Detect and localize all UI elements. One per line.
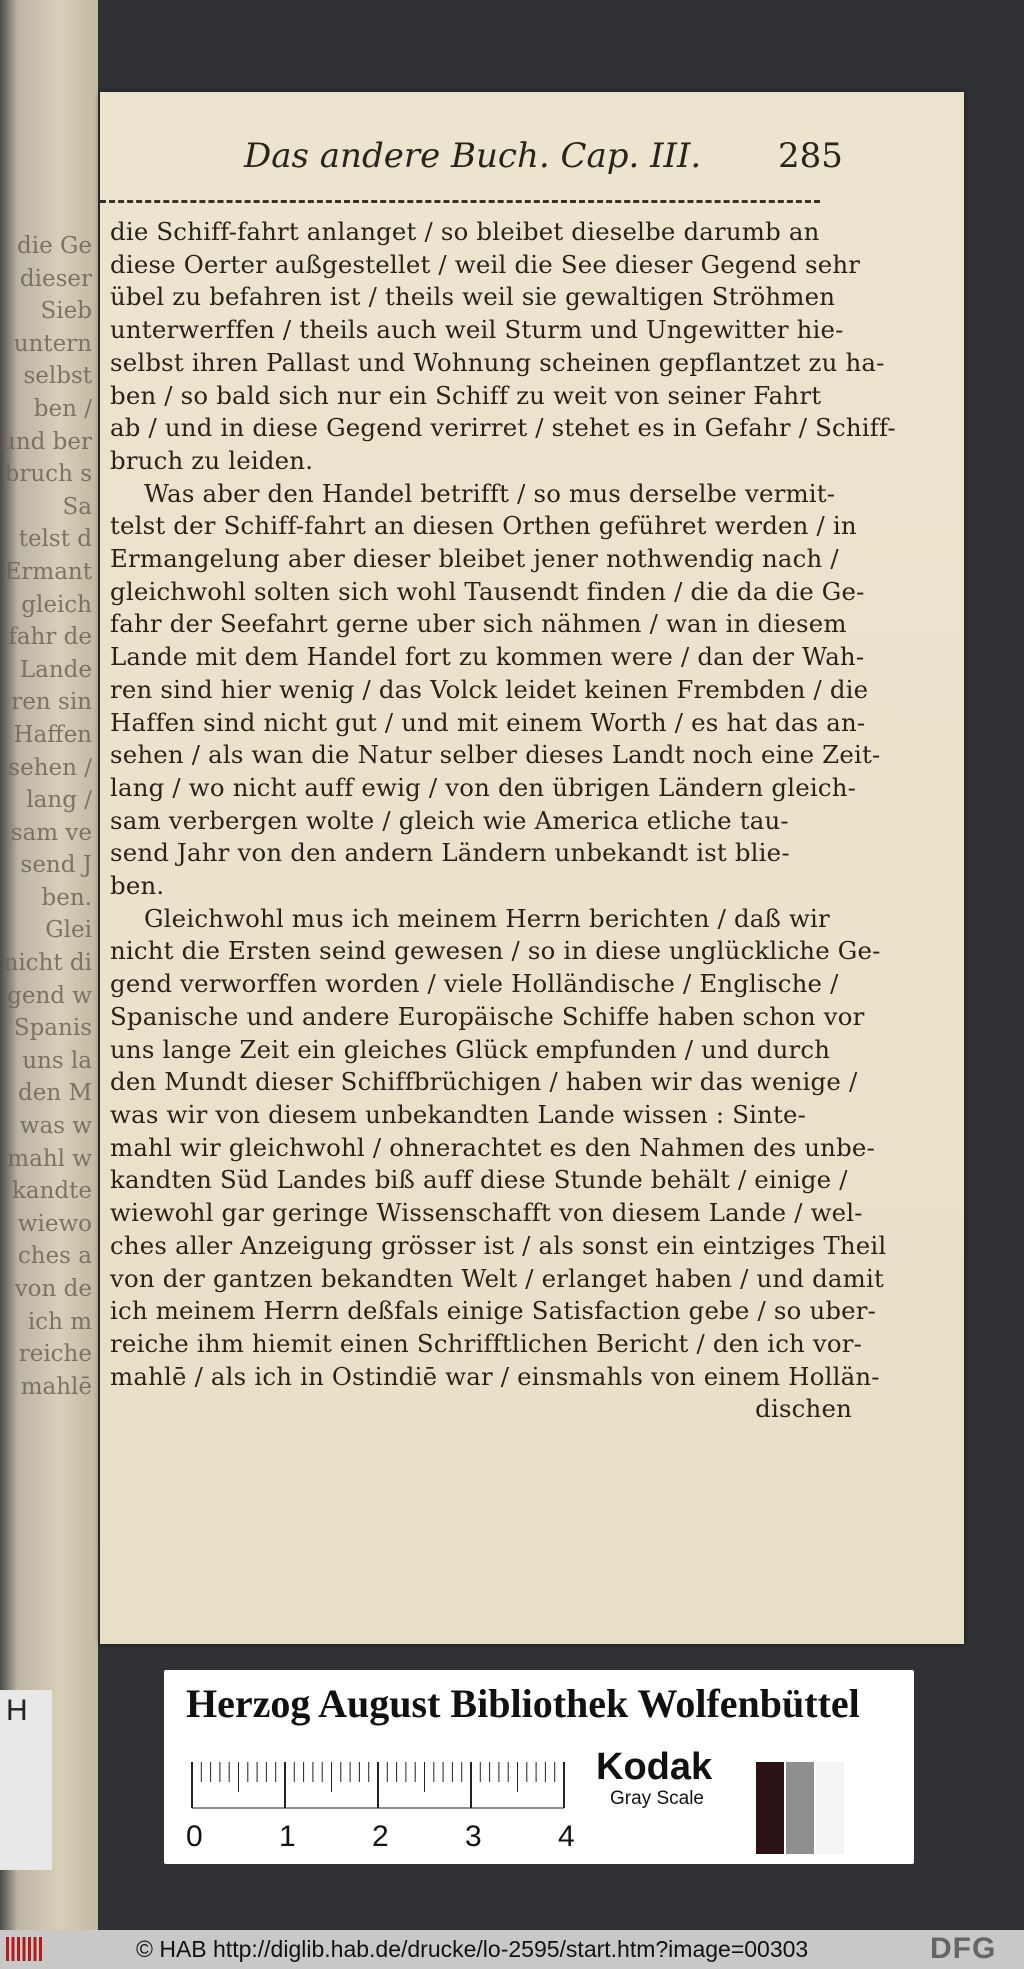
ghost-line: Haffen xyxy=(13,721,92,748)
dfg-logo: DFG xyxy=(930,1932,997,1965)
ghost-line: mahl w xyxy=(7,1145,92,1172)
left-page-bleed-text xyxy=(0,230,92,1410)
gray-scale-label: Gray Scale xyxy=(610,1788,704,1809)
left-color-card-edge xyxy=(0,1690,52,1870)
text-line: send Jahr von den andern Ländern unbekandt ist blie- xyxy=(110,838,790,868)
ghost-line: untern xyxy=(13,330,92,357)
ghost-line: ren sin xyxy=(11,689,92,716)
ruler-label: 3 xyxy=(465,1820,482,1853)
ghost-line: send J xyxy=(20,852,92,879)
text-line: übel zu befahren ist / theils weil sie gewaltigen Ströhmen xyxy=(110,282,836,312)
text-line: lang / wo nicht auff ewig / von den übrigen Ländern gleich- xyxy=(110,772,857,802)
ghost-line: Sa xyxy=(62,493,92,520)
text-line: gend verworffen worden / viele Holländische / Englische / xyxy=(110,969,839,999)
text-line: Lande mit dem Handel fort zu kommen were / dan der Wah- xyxy=(110,642,865,672)
ghost-line: sam ve xyxy=(10,819,92,846)
text-line: ab / und in diese Gegend verirret / stehet es in Gefahr / Schiff- xyxy=(110,413,896,443)
ghost-line: die Ge xyxy=(17,233,92,259)
page-number: 285 xyxy=(778,136,843,176)
ghost-line: was w xyxy=(19,1113,92,1140)
ghost-line: Ermant xyxy=(4,558,92,585)
text-line: unterwerffen / theils auch weil Sturm und Ungewitter hie- xyxy=(110,315,844,345)
text-line: ben / so bald sich nur ein Schiff zu weit von seiner Fahrt xyxy=(110,380,822,410)
text-line: diese Oerter außgestellet / weil die See dieser Gegend sehr xyxy=(110,249,861,279)
logo-bar xyxy=(34,1937,37,1961)
text-line: mahl wir gleichwohl / ohnerachtet es den Nahmen des unbe- xyxy=(110,1132,875,1162)
text-line: Spanische und andere Europäische Schiffe haben schon vor xyxy=(110,1001,865,1031)
header-rule xyxy=(100,200,820,203)
footer-bar xyxy=(0,1930,1024,1969)
kodak-logo: Kodak xyxy=(596,1746,713,1788)
text-line: nicht die Ersten seind gewesen / so in diese unglückliche Ge- xyxy=(110,936,881,966)
library-name: Herzog August Bibliothek Wolfenbüttel xyxy=(186,1681,860,1726)
dark-swatch xyxy=(756,1762,784,1854)
text-line: dischen xyxy=(755,1394,852,1424)
hab-logo-icon xyxy=(4,1936,46,1962)
text-line: mahlē / als ich in Ostindiē war / einsmahls von einem Hollän- xyxy=(110,1361,880,1391)
ghost-line: Glei xyxy=(45,917,92,944)
text-line: Haffen sind nicht gut / und mit einem Worth / es hat das an- xyxy=(110,707,866,737)
text-line: fahr der Seefahrt gerne uber sich nähmen / wan in diesem xyxy=(110,609,847,639)
ruler-label: 0 xyxy=(186,1820,203,1853)
ghost-line: ches a xyxy=(17,1243,92,1270)
text-line: den Mundt dieser Schiffbrüchigen / haben wir das wenige / xyxy=(110,1067,858,1097)
white-swatch xyxy=(816,1762,844,1854)
text-line: uns lange Zeit ein gleiches Glück empfunden / und durch xyxy=(110,1034,831,1064)
text-line: Gleichwohl mus ich meinem Herrn berichten / daß wir xyxy=(144,903,830,933)
left-page-edge xyxy=(0,0,98,1930)
ghost-line: gend w xyxy=(7,982,92,1009)
logo-bar xyxy=(6,1937,9,1961)
ghost-line: sehen / xyxy=(8,754,92,781)
color-calibration-card xyxy=(164,1670,914,1864)
ghost-line: mahlē xyxy=(20,1373,92,1400)
text-line: gleichwohl solten sich wohl Tausendt finden / die da die Ge- xyxy=(110,576,865,606)
page-body-text xyxy=(110,216,896,1426)
ghost-line: Sieb xyxy=(40,298,92,325)
text-line: sehen / als wan die Natur selber dieses Landt noch eine Zeit- xyxy=(110,740,881,770)
text-line: die Schiff-fahrt anlanget / so bleibet dieselbe darumb an xyxy=(110,217,820,246)
logo-bar xyxy=(23,1937,26,1961)
ruler-label: 4 xyxy=(558,1820,575,1853)
ghost-line: und ber xyxy=(1,428,92,455)
text-line: selbst ihren Pallast und Wohnung scheinen gepflantzet zu ha- xyxy=(110,347,885,377)
ghost-line: nicht di xyxy=(3,950,92,977)
ghost-line: uns la xyxy=(22,1047,92,1074)
copyright-url[interactable]: © HAB http://diglib.hab.de/drucke/lo-2595/start.htm?image=00303 xyxy=(136,1936,809,1962)
ghost-line: reiche xyxy=(18,1341,92,1368)
ghost-line: telst d xyxy=(18,526,92,553)
text-line: ich meinem Herrn deßfals einige Satisfaction gebe / so uber- xyxy=(110,1296,877,1326)
logo-bar xyxy=(17,1937,20,1961)
text-line: was wir von diesem unbekandten Lande wissen : Sinte- xyxy=(110,1099,807,1129)
ghost-line: dieser xyxy=(19,265,92,292)
ghost-line: Lande xyxy=(19,656,92,683)
text-line: kandten Süd Landes biß auff diese Stunde behält / einige / xyxy=(110,1165,848,1195)
ghost-line: ben / xyxy=(33,395,92,422)
text-line: ben. xyxy=(110,871,165,901)
text-line: reiche ihm hiemit einen Schrifftlichen Bericht / den ich vor- xyxy=(110,1328,863,1358)
ghost-line: gleich xyxy=(21,591,92,618)
logo-bar xyxy=(39,1937,42,1961)
text-line: sam verbergen wolte / gleich wie America etliche tau- xyxy=(110,805,789,835)
ghost-line: ich m xyxy=(27,1308,92,1335)
ghost-line: lang / xyxy=(26,787,92,814)
text-line: ren sind hier wenig / das Volck leidet keinen Frembden / die xyxy=(110,674,869,704)
logo-bar xyxy=(28,1937,31,1961)
left-card-letter: H xyxy=(6,1694,28,1727)
ghost-line: wiewo xyxy=(17,1210,92,1237)
mid-gray-swatch xyxy=(786,1762,814,1854)
ghost-line: den M xyxy=(17,1080,92,1107)
text-line: bruch zu leiden. xyxy=(110,445,314,475)
ghost-line: von de xyxy=(14,1276,92,1302)
text-line: telst der Schiff-fahrt an diesen Orthen geführet werden / in xyxy=(110,511,857,541)
ghost-line: kandte xyxy=(11,1178,92,1205)
ghost-line: Spanis xyxy=(13,1015,92,1042)
logo-bar xyxy=(12,1937,15,1961)
ghost-line: selbst xyxy=(23,363,92,390)
ruler-label: 2 xyxy=(372,1820,389,1853)
running-header: Das andere Buch. Cap. III. xyxy=(244,136,702,176)
centimeter-ruler xyxy=(186,1754,575,1854)
text-line: ches aller Anzeigung grösser ist / als sonst ein eintziges Theil xyxy=(110,1230,887,1260)
text-line: von der gantzen bekandten Welt / erlanget haben / und damit xyxy=(110,1263,884,1293)
ghost-line: ben. xyxy=(41,884,92,911)
text-line: wiewohl gar geringe Wissenschafft von diesem Lande / wel- xyxy=(110,1198,863,1228)
ghost-line: fahr de xyxy=(8,624,92,651)
book-page xyxy=(100,92,964,1644)
text-line: Was aber den Handel betrifft / so mus derselbe vermit- xyxy=(144,478,836,508)
ghost-line: bruch s xyxy=(4,461,92,488)
text-line: Ermangelung aber dieser bleibet jener nothwendig nach / xyxy=(110,544,839,574)
ruler-label: 1 xyxy=(279,1820,296,1853)
